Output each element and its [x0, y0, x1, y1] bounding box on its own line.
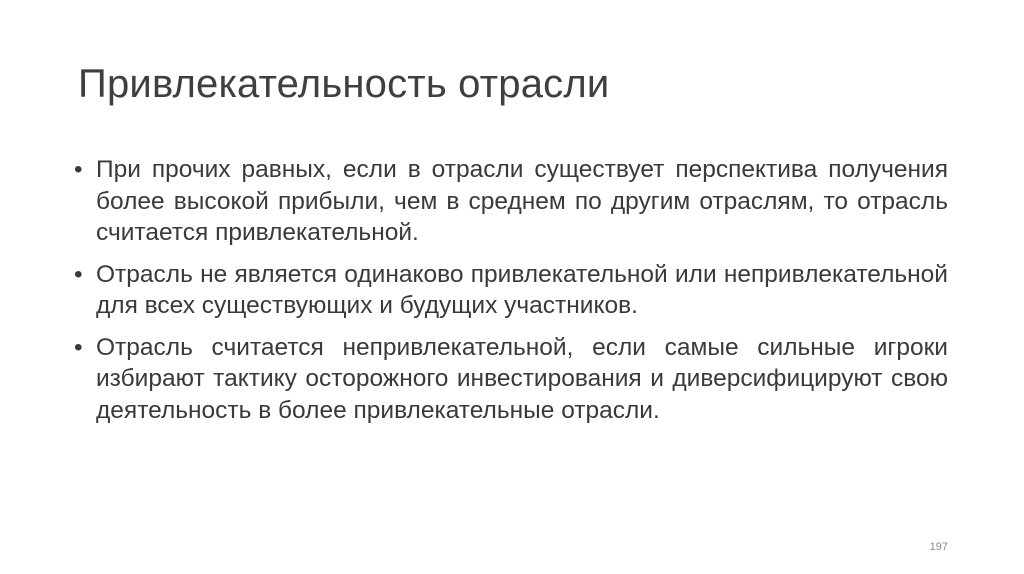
page-number: 197 — [929, 541, 948, 553]
bullet-item — [74, 332, 948, 427]
bullet-text: Отрасль не является одинаково привлекательной или непривлекательной для всех существующих и будущих участников. — [96, 260, 948, 319]
bullet-marker: • — [74, 156, 83, 183]
bullet-item — [74, 154, 948, 249]
bullet-marker: • — [74, 333, 83, 361]
bullet-list — [74, 154, 948, 436]
bullet-text: Отрасль считается непривлекательной, если самые сильные игроки избирают тактику осторожного инвестирования и диверсифицируют свою деятельность в более привлекательные отрасли. — [96, 333, 948, 424]
bullet-item — [74, 259, 948, 322]
bullet-text: При прочих равных, если в отрасли существует перспектива получения более высокой прибыли, чем в среднем по другим отраслям, то отрасль считается привлекательной. — [96, 156, 948, 246]
slide-title: Привлекательность отрасли — [78, 62, 610, 106]
bullet-marker: • — [74, 260, 83, 288]
